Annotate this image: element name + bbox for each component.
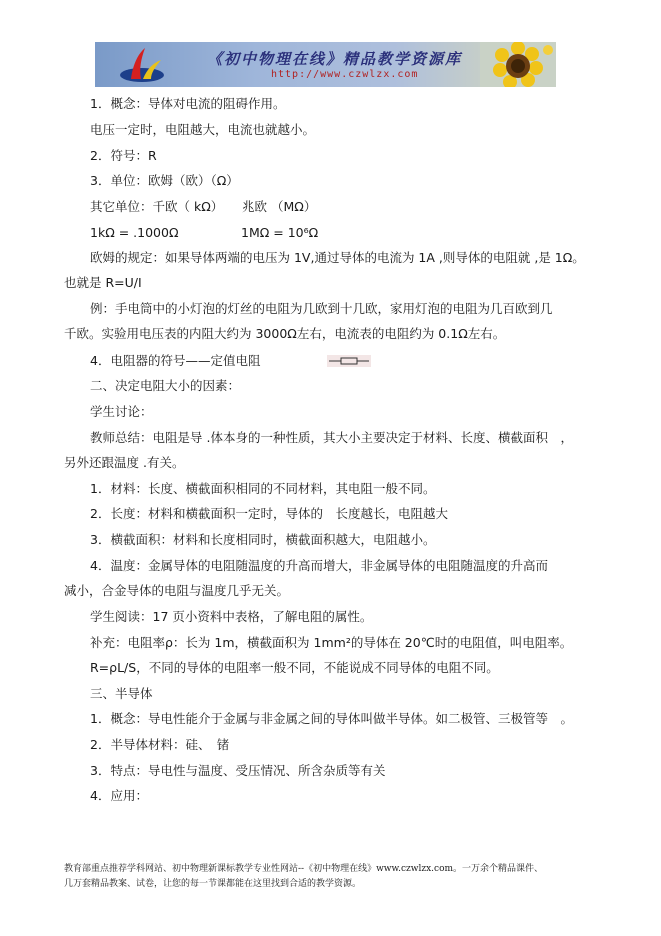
voltage-note: 电压一定时，电阻越大，电流也就越小。 [90,122,316,137]
footer-line-2: 几万套精品教案、试卷，让您的每一节课都能在这里找到合适的教学资源。 [64,879,362,889]
semiconductor-materials: 2．半导体材料：硅、 锗 [90,737,230,752]
student-discussion: 学生讨论： [90,404,153,419]
semiconductor-applications: 4．应用： [90,788,148,803]
teacher-summary-line-1: 教师总结：电阻是导 .体本身的一种性质，其大小主要决定于材料、长度、横截面积 ， [90,430,573,445]
concept-line: 1．概念：导体对电流的阻碍作用。 [90,96,286,111]
unit-line: 3．单位：欧姆（欧）（Ω） [90,173,239,188]
factor-material: 1．材料：长度、横截面积相同的不同材料，其电阻一般不同。 [90,481,436,496]
other-units-line: 其它单位：千欧（ kΩ） 兆欧 （MΩ） [90,199,317,214]
semiconductor-features: 3．特点：导电性与温度、受压情况、所含杂质等有关 [90,763,386,778]
footer-line-1: 教育部重点推荐学科网站、初中物理新课标教学专业性网站--《初中物理在线》www.czwlzx.com。一万余个精品课件、 [64,864,544,874]
banner-title: 《初中物理在线》精品教学资源库 [207,50,463,68]
student-reading: 学生阅读：17 页小资料中表格，了解电阻的属性。 [90,609,373,624]
example-line-1: 例：手电筒中的小灯泡的灯丝的电阻为几欧到十几欧，家用灯泡的电阻为几百欧到几 [90,301,553,316]
resistor-symbol-label: 4．电阻器的符号——定值电阻 [90,353,261,368]
factor-temperature-line-1: 4．温度：金属导体的电阻随温度的升高而增大，非金属导体的电阻随温度的升高而 [90,558,548,573]
ohm-formula-line: 也就是 R=U/I [64,275,142,290]
header-banner [95,42,556,87]
factor-temperature-line-2: 减小，合金导体的电阻与温度几乎无关。 [64,583,290,598]
ohm-definition-line: 欧姆的规定：如果导体两端的电压为 1V,通过导体的电流为 1A ,则导体的电阻就 ,是 1Ω。 [90,250,585,265]
symbol-line: 2．符号：R [90,148,157,163]
section-3-heading: 三、半导体 [90,686,153,701]
resistivity-formula: R=ρL/S，不同的导体的电阻率一般不同，不能说成不同导体的电阻不同。 [90,660,499,675]
teacher-summary-line-2: 另外还跟温度 .有关。 [64,455,185,470]
sunflower-icon [480,42,556,87]
factor-cross-section: 3．横截面积：材料和长度相同时，横截面积越大，电阻越小。 [90,532,436,547]
factor-length: 2．长度：材料和横截面积一定时，导体的 长度越长，电阻越大 [90,506,448,521]
resistivity-definition: 补充：电阻率ρ：长为 1m，横截面积为 1mm²的导体在 20℃时的电阻值，叫电阻率。 [90,635,573,650]
page-footer [64,862,624,892]
example-line-2: 千欧。实验用电压表的内阻大约为 3000Ω左右，电流表的电阻约为 0.1Ω左右。 [64,326,506,341]
unit-conversion-line: 1kΩ = .1000Ω 1MΩ = 10⁶Ω [90,225,319,240]
banner-url: http://www.czwlzx.com [271,69,419,80]
semiconductor-concept: 1．概念：导电性能介于金属与非金属之间的导体叫做半导体。如二极管、三极管等 。 [90,711,573,726]
section-2-heading: 二、决定电阻大小的因素： [90,378,241,393]
logo-icon [117,45,167,85]
resistor-symbol-icon [327,355,371,367]
